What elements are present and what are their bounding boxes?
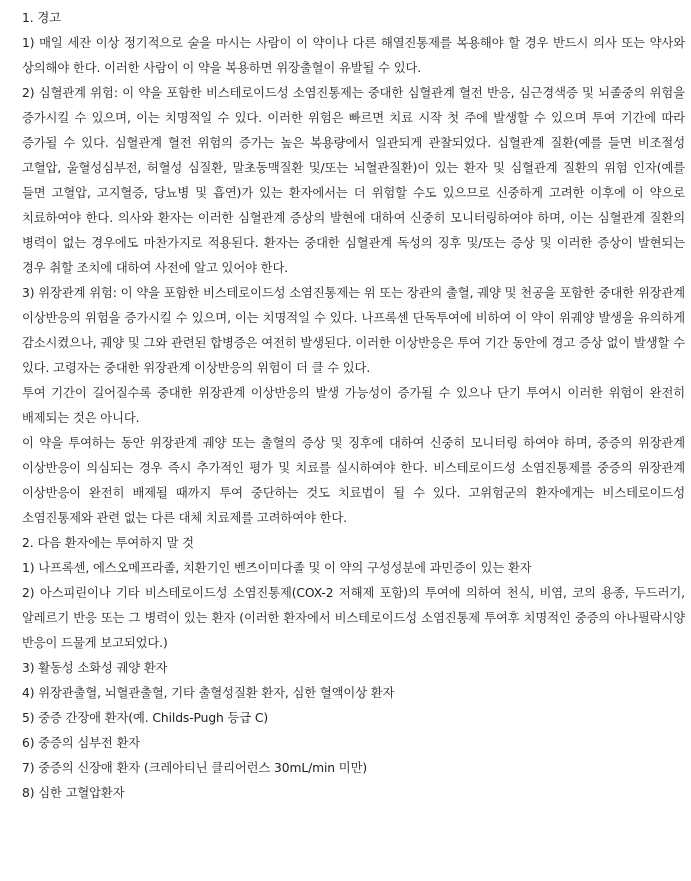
section-heading-warning: 1. 경고 <box>22 11 61 25</box>
contraindication-item-7: 7) 중증의 신장애 환자 (크레아티닌 클리어런스 30mL/min 미만) <box>22 761 368 775</box>
warning-item-2-cardiovascular: 2) 심혈관계 위험: 이 약을 포함한 비스테로이드성 소염진통제는 중대한 심혈관계 혈전 반응, 심근경색증 및 뇌졸중의 위험을 증가시킬 수 있으며, 이는 치명적일 수 있다. 이러한 위험은 빠르면 치료 시작 첫 주에 발생할 수 있으며 투여 기간에 따라 증가될 수 있다. 심혈관계 혈전 위험의 증가는 높은 복용량에서 일관되게 관찰되었다. 심혈관계 질환(예를 들면 비조절성 고혈압, 울혈성심부전, 허혈성 심질환, 말초동맥질환 및/또는 뇌혈관질환)이 있는 환자 및 심혈관계 질환의 위험 인자(예를 들면 고혈압, 고지혈증, 당뇨병 및 흡연)가 있는 환자에서는 더 위험할 수도 있으므로 신중하게 고려한 이후에 이 약으로 치료하여야 한다. 의사와 환자는 이러한 심혈관계 증상의 발현에 대하여 신중히 모니터링하여야 하며, 이는 심혈관계 질환의 병력이 없는 경우에도 마찬가지로 적용된다. 환자는 중대한 심혈관계 독성의 징후 및/또는 증상 및 이러한 증상이 발현되는 경우 취할 조치에 대하여 사전에 알고 있어야 한다. <box>22 86 685 275</box>
warning-item-1-alcohol: 1) 매일 세잔 이상 정기적으로 술을 마시는 사람이 이 약이나 다른 해열진통제를 복용해야 할 경우 반드시 의사 또는 약사와 상의해야 한다. 이러한 사람이 이 약을 복용하면 위장출혈이 유발될 수 있다. <box>22 36 685 75</box>
section-heading-contraindications: 2. 다음 환자에는 투여하지 말 것 <box>22 536 194 550</box>
contraindication-item-1: 1) 나프록센, 에스오메프라졸, 치환기인 벤즈이미다졸 및 이 약의 구성성분에 과민증이 있는 환자 <box>22 561 532 575</box>
warning-paragraph-monitoring: 이 약을 투여하는 동안 위장관계 궤양 또는 출혈의 증상 및 징후에 대하여 신중히 모니터링 하여야 하며, 중증의 위장관계 이상반응이 의심되는 경우 즉시 추가적인 평가 및 치료를 실시하여야 한다. 비스테로이드성 소염진통제를 중증의 위장관계 이상반응이 완전히 배제될 때까지 투여 중단하는 것도 치료법이 될 수 있다. 고위험군의 환자에게는 비스테로이드성 소염진통제와 관련 없는 다른 대체 치료제를 고려하여야 한다. <box>22 436 685 525</box>
contraindication-item-3: 3) 활동성 소화성 궤양 환자 <box>22 661 168 675</box>
contraindication-item-4: 4) 위장관출혈, 뇌혈관출혈, 기타 출혈성질환 환자, 심한 혈액이상 환자 <box>22 686 395 700</box>
contraindication-item-2: 2) 아스피린이나 기타 비스테로이드성 소염진통제(COX-2 저해제 포함)의 투여에 의하여 천식, 비염, 코의 용종, 두드러기, 알레르기 반응 또는 그 병력이 있는 환자 (이러한 환자에서 비스테로이드성 소염진통제 투여후 치명적인 중증의 아나필락시양 반응이 드물게 보고되었다.) <box>22 586 685 650</box>
warning-item-3-gastrointestinal: 3) 위장관계 위험: 이 약을 포함한 비스테로이드성 소염진통제는 위 또는 장관의 출혈, 궤양 및 천공을 포함한 중대한 위장관계 이상반응의 위험을 증가시킬 수 있으며, 이는 치명적일 수 있다. 나프록센 단독투여에 비하여 이 약이 위궤양 발생을 유의하게 감소시켰으나, 궤양 및 그와 관련된 합병증은 여전히 발생된다. 이러한 이상반응은 투여 기간 동안에 경고 증상 없이 발생할 수 있다. 고령자는 중대한 위장관계 이상반응의 위험이 더 클 수 있다. <box>22 286 685 375</box>
contraindication-item-6: 6) 중증의 심부전 환자 <box>22 736 141 750</box>
contraindication-item-5: 5) 중증 간장애 환자(예. Childs-Pugh 등급 C) <box>22 711 269 725</box>
warning-paragraph-duration: 투여 기간이 길어질수록 중대한 위장관계 이상반응의 발생 가능성이 증가될 수 있으나 단기 투여시 이러한 위험이 완전히 배제되는 것은 아니다. <box>22 386 685 425</box>
contraindication-item-8: 8) 심한 고혈압환자 <box>22 786 125 800</box>
